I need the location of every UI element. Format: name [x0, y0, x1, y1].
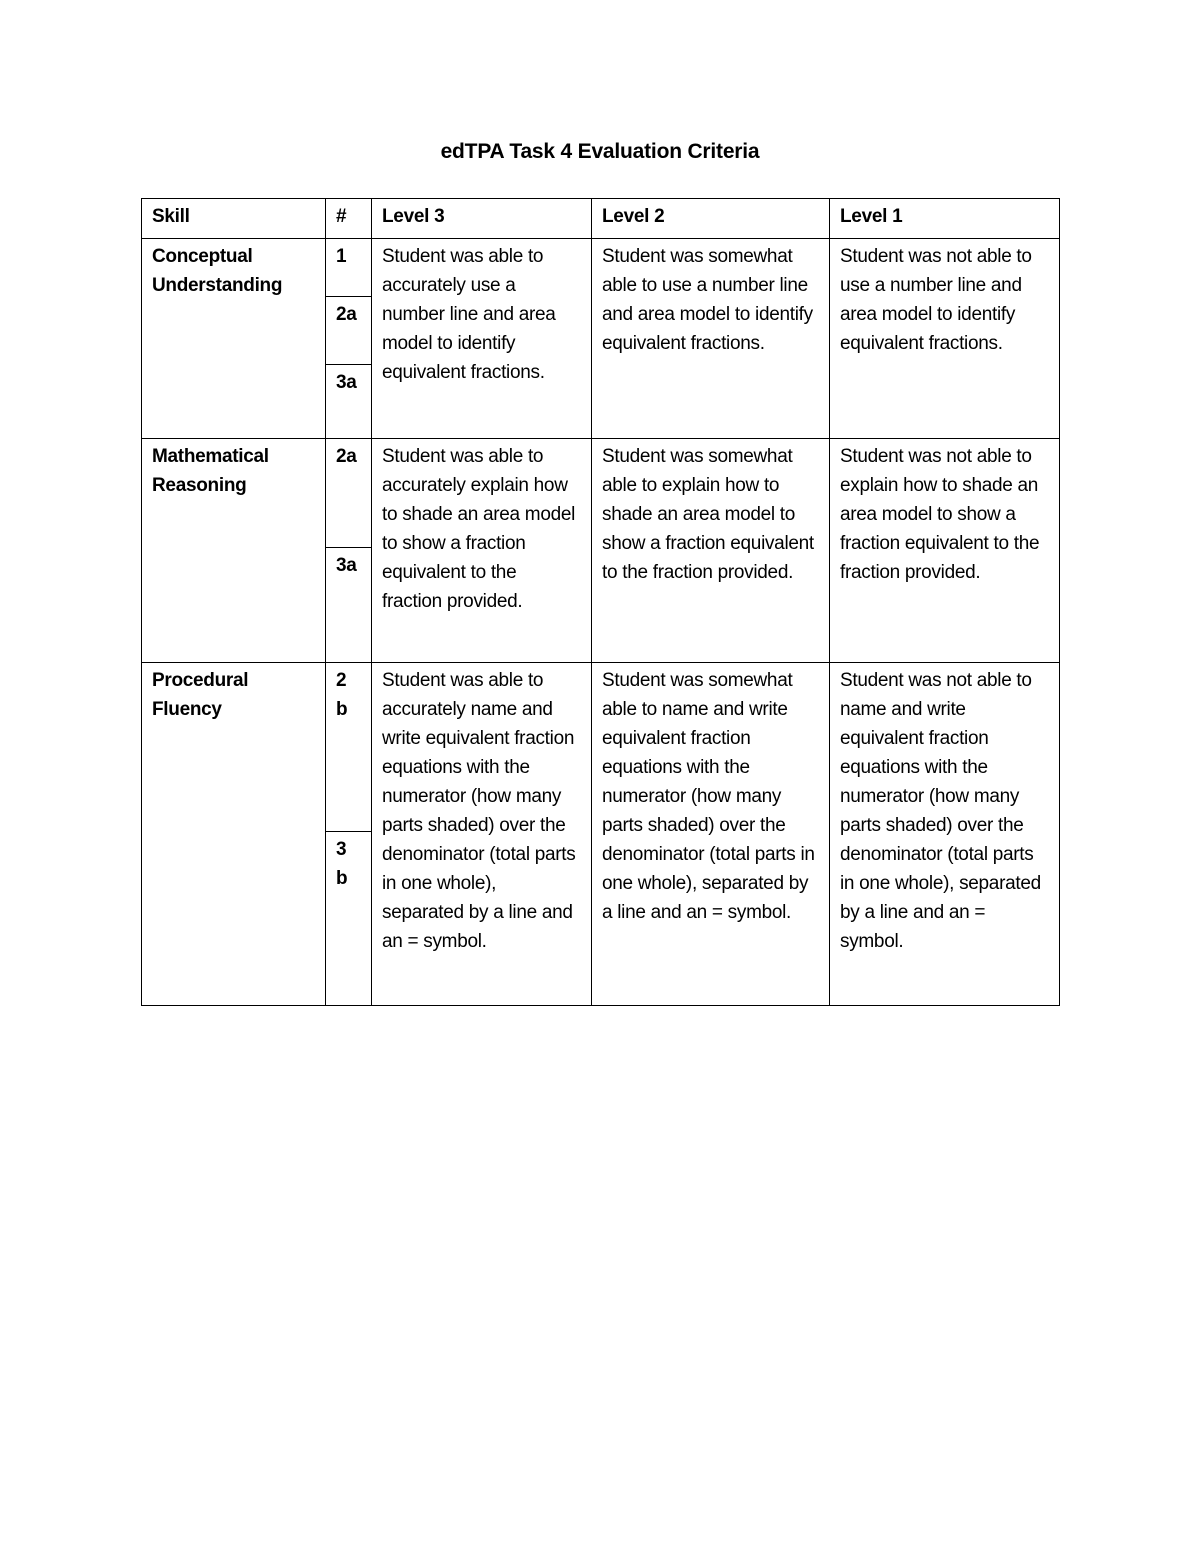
item-number-cell	[326, 663, 372, 832]
skill-conceptual-understanding: Conceptual Understanding	[142, 239, 326, 439]
evaluation-rubric-table	[141, 198, 1060, 1006]
level-2-description: Student was somewhat able to use a number line and area model to identify equivalent fractions.	[592, 239, 830, 439]
item-number-cell	[326, 832, 372, 1006]
level-3-description: Student was able to accurately name and write equivalent fraction equations with the numerator (how many parts shaded) over the denominator (total parts in one whole), separated by a line and an = symbol.	[372, 663, 592, 1006]
header-level-2: Level 2	[592, 199, 830, 239]
header-skill: Skill	[142, 199, 326, 239]
item-number-line: 2	[336, 670, 347, 691]
table-row	[142, 239, 1060, 297]
header-level-1: Level 1	[830, 199, 1060, 239]
item-number-cell: 2a	[326, 297, 372, 365]
item-number-line: b	[336, 699, 348, 720]
item-number-line: b	[336, 868, 348, 889]
level-2-description: Student was somewhat able to explain how to shade an area model to show a fraction equivalent to the fraction provided.	[592, 439, 830, 663]
table-row	[142, 439, 1060, 548]
page-title: edTPA Task 4 Evaluation Criteria	[440, 140, 760, 163]
table-row	[142, 663, 1060, 832]
item-number-line: 3	[336, 839, 347, 860]
item-number-cell: 1	[326, 239, 372, 297]
table-header-row	[142, 199, 1060, 239]
header-level-3: Level 3	[372, 199, 592, 239]
level-3-description: Student was able to accurately explain how to shade an area model to show a fraction equivalent to the fraction provided.	[372, 439, 592, 663]
level-1-description: Student was not able to explain how to shade an area model to show a fraction equivalent to the fraction provided.	[830, 439, 1060, 663]
skill-mathematical-reasoning: Mathematical Reasoning	[142, 439, 326, 663]
skill-procedural-fluency: Procedural Fluency	[142, 663, 326, 1006]
level-2-description: Student was somewhat able to name and write equivalent fraction equations with the numerator (how many parts shaded) over the denominator (total parts in one whole), separated by a line and an = symbol.	[592, 663, 830, 1006]
header-number: #	[326, 199, 372, 239]
level-1-description: Student was not able to name and write equivalent fraction equations with the numerator (how many parts shaded) over the denominator (total parts in one whole), separated by a line and an = symbol.	[830, 663, 1060, 1006]
item-number-cell: 3a	[326, 548, 372, 663]
level-1-description: Student was not able to use a number line and area model to identify equivalent fractions.	[830, 239, 1060, 439]
item-number-cell: 3a	[326, 365, 372, 439]
item-number-cell: 2a	[326, 439, 372, 548]
level-3-description: Student was able to accurately use a number line and area model to identify equivalent fractions.	[372, 239, 592, 439]
